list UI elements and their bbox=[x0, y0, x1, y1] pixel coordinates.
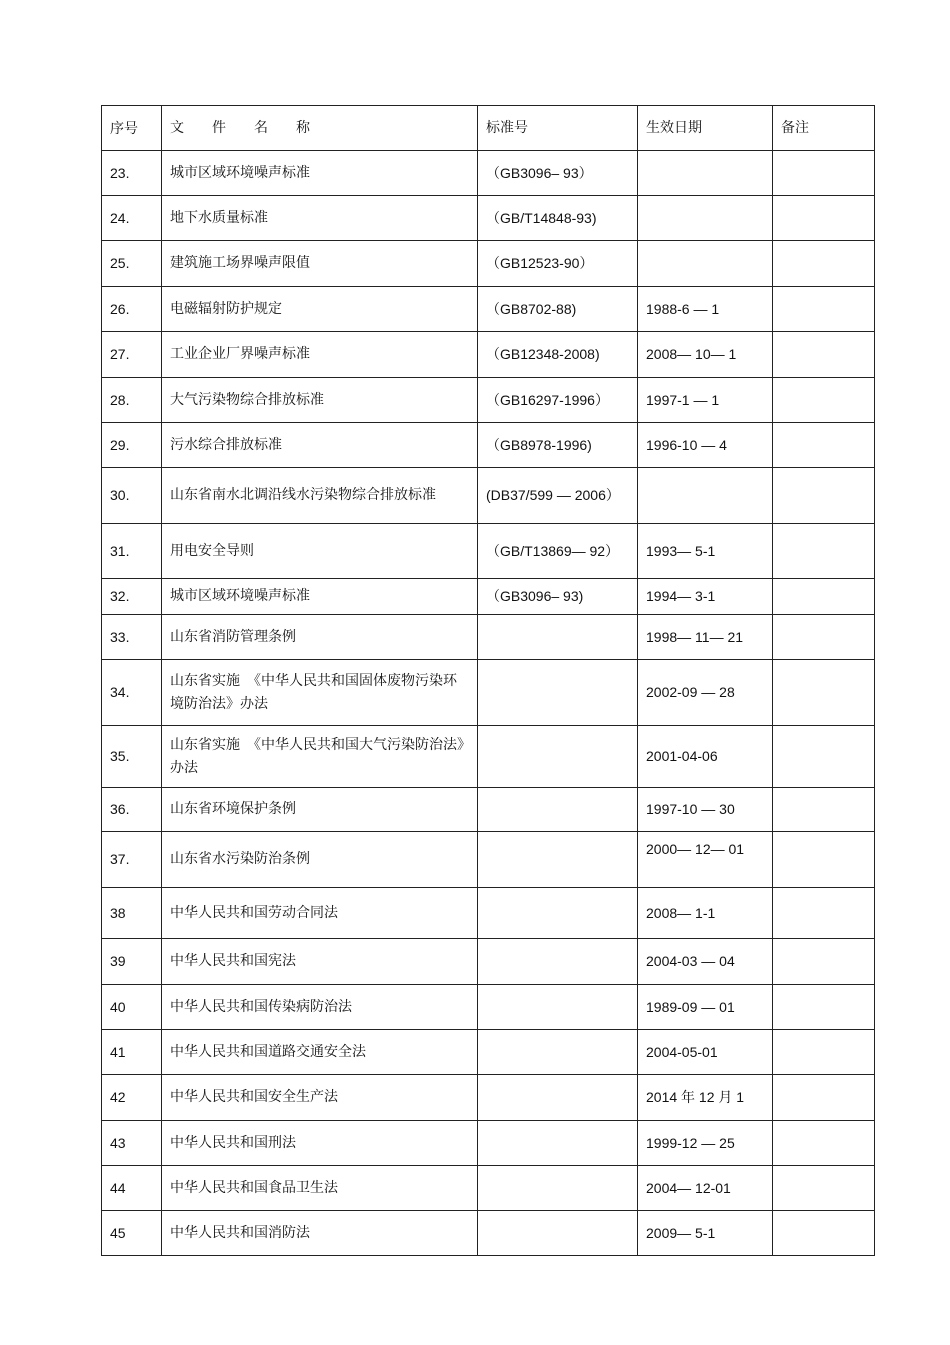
row-num: 40 bbox=[102, 985, 162, 1030]
row-date: 1989-09 — 01 bbox=[638, 985, 773, 1030]
table-row bbox=[102, 788, 875, 832]
row-name: 中华人民共和国劳动合同法 bbox=[162, 888, 478, 939]
row-note bbox=[773, 888, 875, 939]
row-name: 中华人民共和国道路交通安全法 bbox=[162, 1030, 478, 1075]
row-num: 29. bbox=[102, 423, 162, 468]
row-name: 山东省消防管理条例 bbox=[162, 615, 478, 660]
row-name: 建筑施工场界噪声限值 bbox=[162, 241, 478, 287]
row-date: 1993— 5-1 bbox=[638, 524, 773, 579]
table-row bbox=[102, 1075, 875, 1121]
row-num: 37. bbox=[102, 832, 162, 888]
row-standard bbox=[478, 1121, 638, 1166]
table-row bbox=[102, 888, 875, 939]
table-row bbox=[102, 579, 875, 615]
row-num: 36. bbox=[102, 788, 162, 832]
row-num: 32. bbox=[102, 579, 162, 615]
row-note bbox=[773, 615, 875, 660]
table-row bbox=[102, 615, 875, 660]
row-standard bbox=[478, 1166, 638, 1211]
table-row bbox=[102, 287, 875, 332]
row-note bbox=[773, 378, 875, 423]
row-name: 中华人民共和国传染病防治法 bbox=[162, 985, 478, 1030]
row-date: 1999-12 — 25 bbox=[638, 1121, 773, 1166]
row-date: 2004-05-01 bbox=[638, 1030, 773, 1075]
row-note bbox=[773, 939, 875, 985]
row-name: 中华人民共和国安全生产法 bbox=[162, 1075, 478, 1121]
row-standard: （GB8702-88) bbox=[478, 287, 638, 332]
header-note: 备注 bbox=[773, 106, 875, 151]
row-name: 山东省水污染防治条例 bbox=[162, 832, 478, 888]
table-row bbox=[102, 332, 875, 378]
row-date bbox=[638, 468, 773, 524]
row-date: 2008— 10— 1 bbox=[638, 332, 773, 378]
table-row bbox=[102, 1211, 875, 1256]
row-name: 中华人民共和国刑法 bbox=[162, 1121, 478, 1166]
table-row bbox=[102, 378, 875, 423]
row-name: 工业企业厂界噪声标准 bbox=[162, 332, 478, 378]
row-name: 城市区域环境噪声标准 bbox=[162, 579, 478, 615]
row-num: 25. bbox=[102, 241, 162, 287]
row-date: 1988-6 — 1 bbox=[638, 287, 773, 332]
row-num: 38 bbox=[102, 888, 162, 939]
row-note bbox=[773, 1166, 875, 1211]
row-name: 大气污染物综合排放标准 bbox=[162, 378, 478, 423]
row-note bbox=[773, 151, 875, 196]
table-row bbox=[102, 985, 875, 1030]
row-num: 42 bbox=[102, 1075, 162, 1121]
row-standard: （GB3096– 93） bbox=[478, 151, 638, 196]
table-row bbox=[102, 196, 875, 241]
row-standard bbox=[478, 615, 638, 660]
row-date: 1997-10 — 30 bbox=[638, 788, 773, 832]
row-name: 中华人民共和国宪法 bbox=[162, 939, 478, 985]
table-row bbox=[102, 726, 875, 788]
row-num: 23. bbox=[102, 151, 162, 196]
row-date bbox=[638, 241, 773, 287]
row-num: 44 bbox=[102, 1166, 162, 1211]
row-note bbox=[773, 524, 875, 579]
row-name: 中华人民共和国食品卫生法 bbox=[162, 1166, 478, 1211]
row-num: 34. bbox=[102, 660, 162, 726]
row-name: 山东省环境保护条例 bbox=[162, 788, 478, 832]
table-row bbox=[102, 1166, 875, 1211]
row-standard bbox=[478, 1075, 638, 1121]
row-num: 26. bbox=[102, 287, 162, 332]
table-row bbox=[102, 1121, 875, 1166]
table-row bbox=[102, 524, 875, 579]
row-date: 2008— 1-1 bbox=[638, 888, 773, 939]
row-date: 1997-1 — 1 bbox=[638, 378, 773, 423]
row-date: 2002-09 — 28 bbox=[638, 660, 773, 726]
row-date: 2014 年 12 月 1 bbox=[638, 1075, 773, 1121]
row-standard bbox=[478, 788, 638, 832]
row-num: 30. bbox=[102, 468, 162, 524]
row-standard bbox=[478, 888, 638, 939]
row-note bbox=[773, 287, 875, 332]
row-name: 用电安全导则 bbox=[162, 524, 478, 579]
header-row bbox=[102, 106, 875, 151]
header-date: 生效日期 bbox=[638, 106, 773, 151]
row-num: 45 bbox=[102, 1211, 162, 1256]
row-note bbox=[773, 332, 875, 378]
table-row bbox=[102, 468, 875, 524]
row-standard bbox=[478, 985, 638, 1030]
header-standard: 标准号 bbox=[478, 106, 638, 151]
row-standard bbox=[478, 1030, 638, 1075]
row-name: 污水综合排放标准 bbox=[162, 423, 478, 468]
row-note bbox=[773, 660, 875, 726]
row-note bbox=[773, 423, 875, 468]
row-note bbox=[773, 241, 875, 287]
row-note bbox=[773, 1211, 875, 1256]
row-date: 1994— 3-1 bbox=[638, 579, 773, 615]
row-name: 中华人民共和国消防法 bbox=[162, 1211, 478, 1256]
row-date: 1996-10 — 4 bbox=[638, 423, 773, 468]
table-row bbox=[102, 241, 875, 287]
row-name: 山东省实施 《中华人民共和国大气污染防治法》办法 bbox=[162, 726, 478, 788]
row-name: 地下水质量标准 bbox=[162, 196, 478, 241]
row-standard: （GB12348-2008) bbox=[478, 332, 638, 378]
row-date bbox=[638, 151, 773, 196]
row-standard: （GB/T13869— 92） bbox=[478, 524, 638, 579]
row-standard bbox=[478, 660, 638, 726]
row-note bbox=[773, 579, 875, 615]
row-date: 1998— 11— 21 bbox=[638, 615, 773, 660]
table-row bbox=[102, 423, 875, 468]
row-num: 33. bbox=[102, 615, 162, 660]
row-note bbox=[773, 1030, 875, 1075]
table-row bbox=[102, 151, 875, 196]
table-row bbox=[102, 660, 875, 726]
row-name: 城市区域环境噪声标准 bbox=[162, 151, 478, 196]
table-row bbox=[102, 832, 875, 888]
row-note bbox=[773, 832, 875, 888]
row-standard: （GB16297-1996） bbox=[478, 378, 638, 423]
row-num: 31. bbox=[102, 524, 162, 579]
row-num: 43 bbox=[102, 1121, 162, 1166]
row-note bbox=[773, 985, 875, 1030]
row-num: 27. bbox=[102, 332, 162, 378]
regulations-table bbox=[101, 105, 875, 1256]
row-standard bbox=[478, 832, 638, 888]
row-date: 2004— 12-01 bbox=[638, 1166, 773, 1211]
row-standard: （GB/T14848-93) bbox=[478, 196, 638, 241]
row-note bbox=[773, 468, 875, 524]
table-row bbox=[102, 939, 875, 985]
row-standard: （GB8978-1996) bbox=[478, 423, 638, 468]
row-date: 2001-04-06 bbox=[638, 726, 773, 788]
header-num: 序号 bbox=[102, 106, 162, 151]
row-name: 山东省实施 《中华人民共和国固体废物污染环境防治法》办法 bbox=[162, 660, 478, 726]
row-num: 35. bbox=[102, 726, 162, 788]
row-note bbox=[773, 788, 875, 832]
table-row bbox=[102, 1030, 875, 1075]
row-date bbox=[638, 196, 773, 241]
row-standard: (DB37/599 — 2006） bbox=[478, 468, 638, 524]
row-num: 24. bbox=[102, 196, 162, 241]
row-standard: （GB3096– 93) bbox=[478, 579, 638, 615]
row-standard bbox=[478, 726, 638, 788]
row-standard: （GB12523-90） bbox=[478, 241, 638, 287]
row-name: 电磁辐射防护规定 bbox=[162, 287, 478, 332]
header-name: 文 件 名 称 bbox=[162, 106, 478, 151]
row-standard bbox=[478, 939, 638, 985]
row-note bbox=[773, 1075, 875, 1121]
row-note bbox=[773, 1121, 875, 1166]
row-date: 2000— 12— 01 bbox=[638, 832, 773, 888]
row-num: 28. bbox=[102, 378, 162, 423]
row-date: 2009— 5-1 bbox=[638, 1211, 773, 1256]
row-note bbox=[773, 726, 875, 788]
row-num: 39 bbox=[102, 939, 162, 985]
row-num: 41 bbox=[102, 1030, 162, 1075]
row-name: 山东省南水北调沿线水污染物综合排放标准 bbox=[162, 468, 478, 524]
row-standard bbox=[478, 1211, 638, 1256]
row-date: 2004-03 — 04 bbox=[638, 939, 773, 985]
row-note bbox=[773, 196, 875, 241]
